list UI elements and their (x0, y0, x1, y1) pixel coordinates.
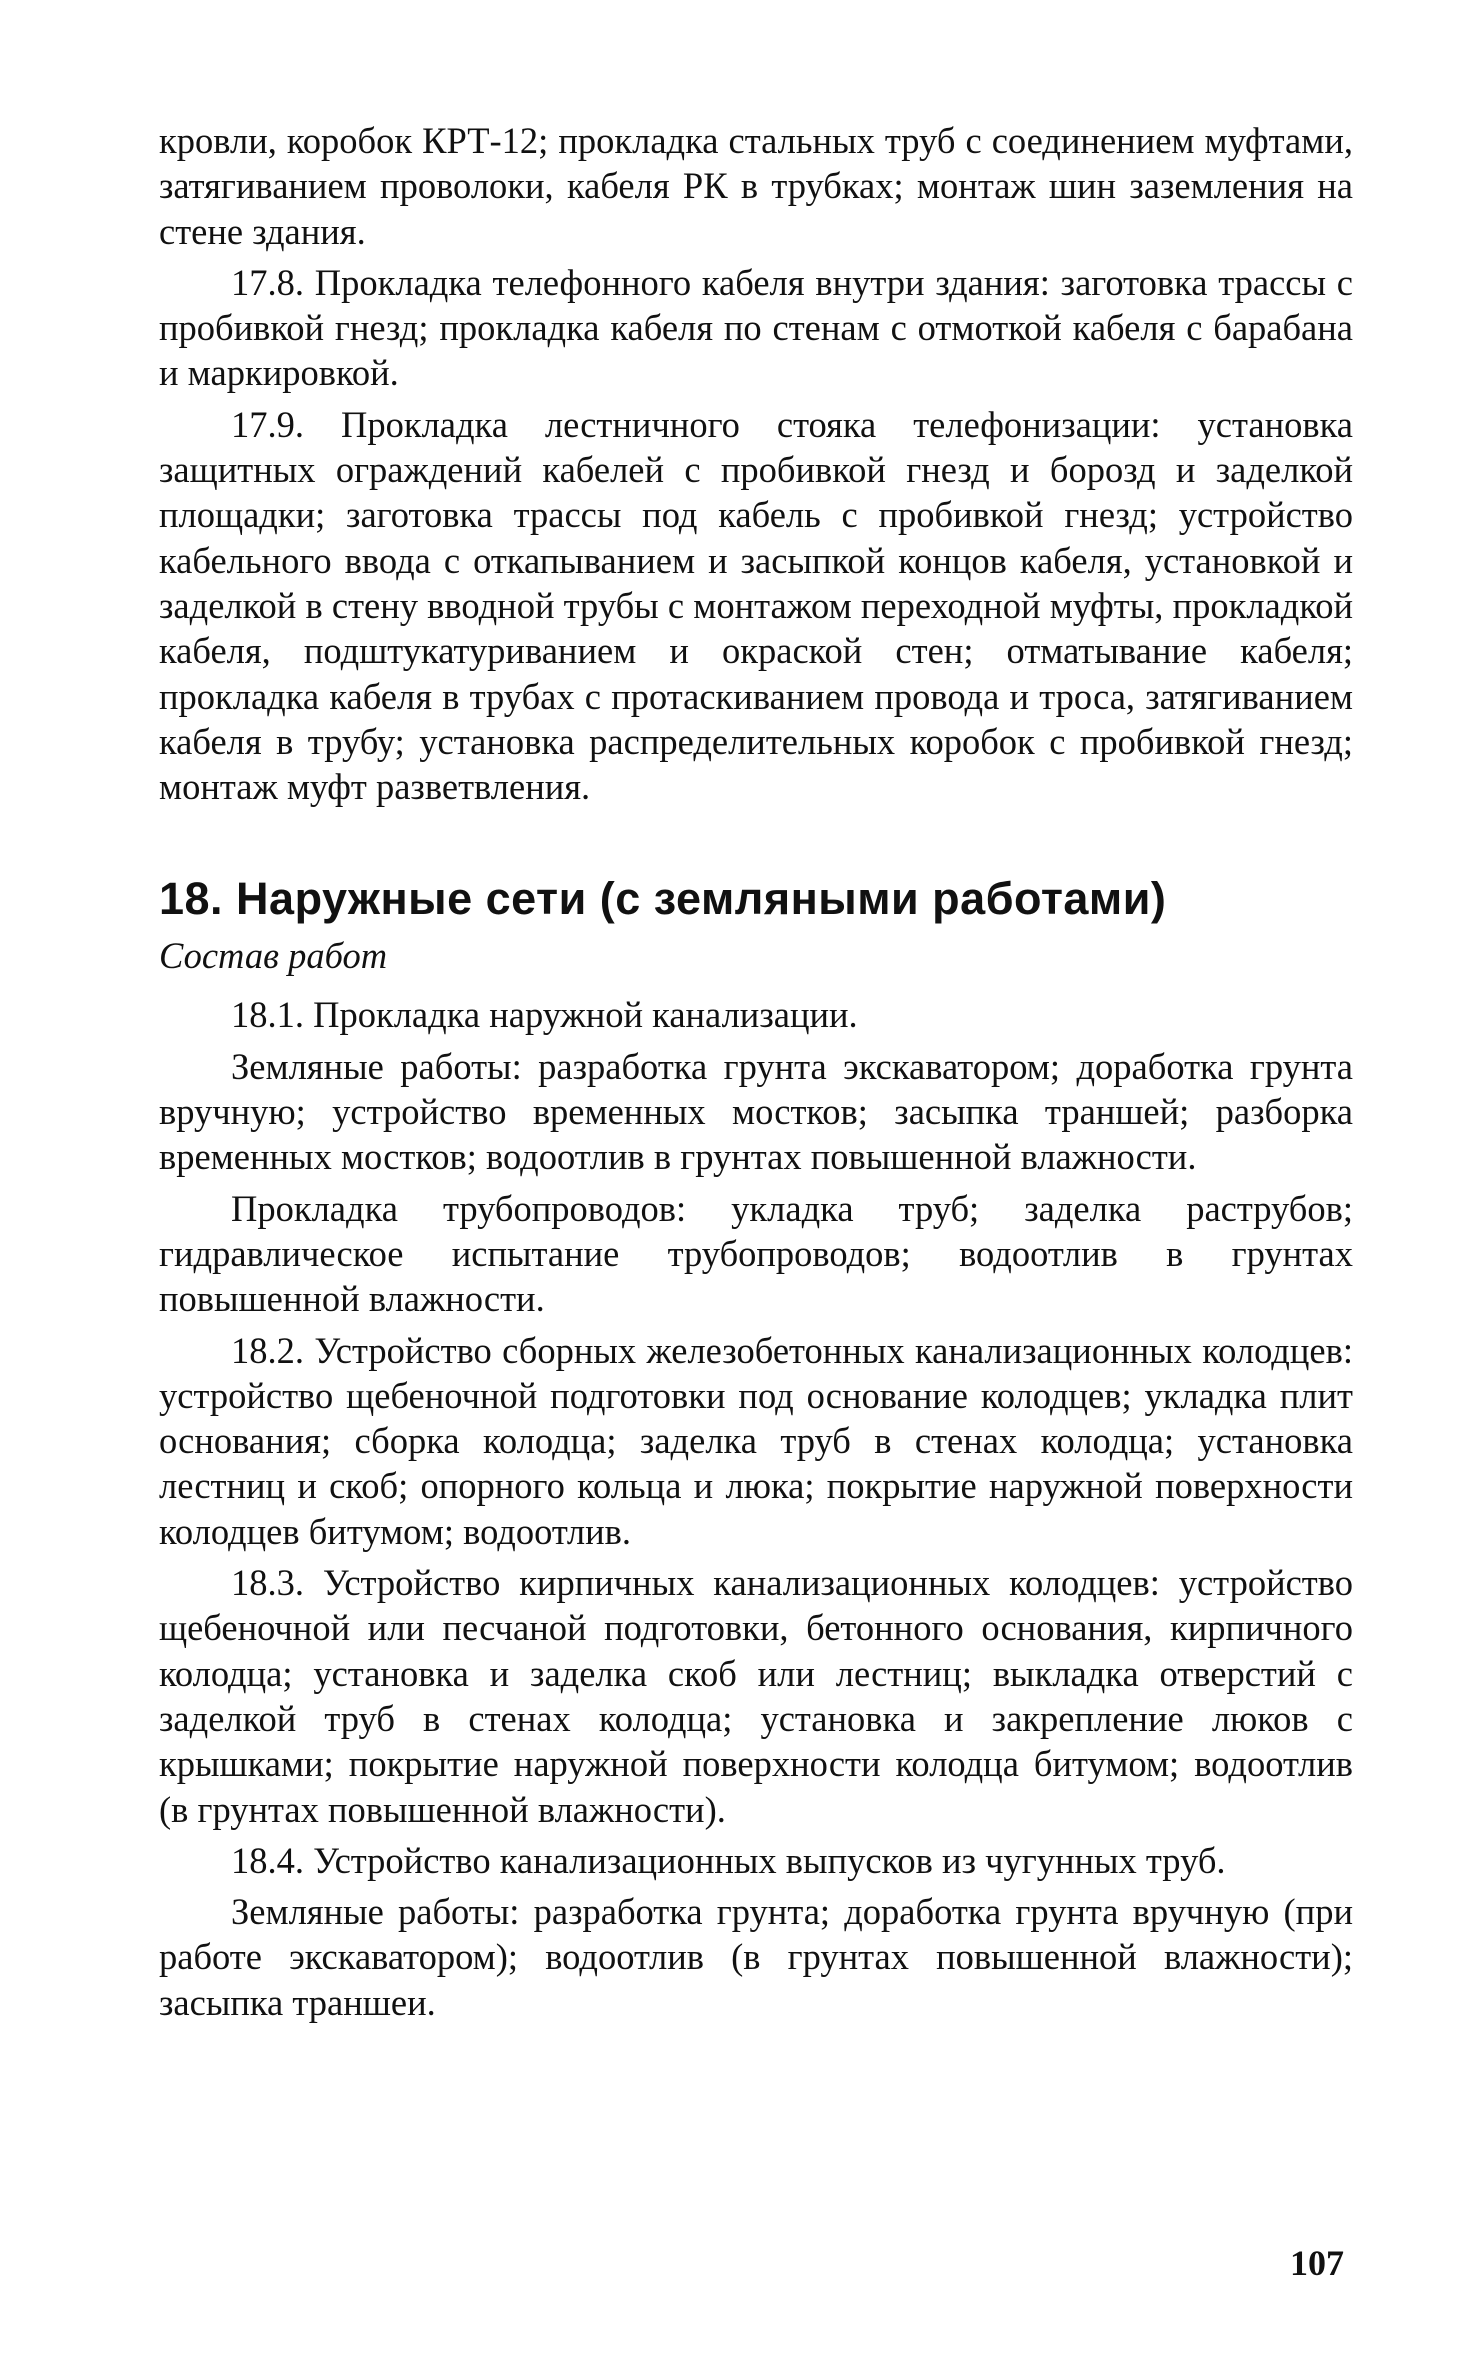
paragraph-18-2: 18.2. Устройство сборных железобетонных канализационных колодцев: устройство щебеночной подготовки под основание колодцев; укладка плит основания; сборка колодца; заделка труб в стенах колодца; установка лестниц и скоб; опорного кольца и люка; покрытие наружной поверхности колодцев битумом; водоотлив. (159, 1329, 1353, 1552)
section-heading: 18. Наружные сети (с земляными работами) (159, 873, 1167, 925)
page-body (159, 118, 1353, 2025)
paragraph-17-9: 17.9. Прокладка лестничного стояка телефонизации: установка защитных ограждений кабелей с пробивкой гнезд и борозд и заделкой площадки; заготовка трассы под кабель с пробивкой гнезд; устройство кабельного ввода с откапыванием и засыпкой концов кабеля, установкой и заделкой в стену вводной трубы с монтажом переходной муфты, прокладкой кабеля, подштукатуриванием и окраской стен; отматывание кабеля; прокладка кабеля в трубах с протаскиванием провода и троса, затягиванием кабеля в трубу; установка распределительных коробок с пробивкой гнезд; монтаж муфт разветвления. (159, 403, 1353, 808)
paragraph-17-8: 17.8. Прокладка телефонного кабеля внутри здания: заготовка трассы с пробивкой гнезд; прокладка кабеля по стенам с отмоткой кабеля с барабана и маркировкой. (159, 261, 1353, 394)
paragraph-earthworks-2: Земляные работы: разработка грунта; доработка грунта вручную (при работе экскаватором); водоотлив (в грунтах повышенной влажности); засыпка траншеи. (159, 1891, 1353, 2023)
section-subtitle: Состав работ (159, 935, 388, 977)
paragraph-18-3: 18.3. Устройство кирпичных канализационных колодцев: устройство щебеночной или песчаной подготовки, бетонного основания, кирпичного колодца; установка и заделка скоб или лестниц; выкладка отверстий с заделкой труб в стенах колодца; установка и закрепление люков с крышками; покрытие наружной поверхности колодца битумом; водоотлив (в грунтах повышенной влажности). (159, 1562, 1353, 1830)
paragraph-18-1: 18.1. Прокладка наружной канализации. (231, 994, 858, 1036)
paragraph-continuation: кровли, коробок КРТ-12; прокладка стальных труб с соединением муфтами, затягиванием проволоки, кабеля РК в трубках; монтаж шин заземления на стене здания. (159, 120, 1353, 252)
page-number: 107 (1290, 2243, 1344, 2283)
paragraph-pipelines: Прокладка трубопроводов: укладка труб; заделка раструбов; гидравлическое испытание трубопроводов; водоотлив в грунтах повышенной влажности. (159, 1187, 1353, 1320)
paragraph-earthworks: Земляные работы: разработка грунта экскаватором; доработка грунта вручную; устройство временных мостков; засыпка траншей; разборка временных мостков; водоотлив в грунтах повышенной влажности. (159, 1045, 1353, 1178)
paragraph-18-4: 18.4. Устройство канализационных выпусков из чугунных труб. (231, 1839, 1226, 1881)
